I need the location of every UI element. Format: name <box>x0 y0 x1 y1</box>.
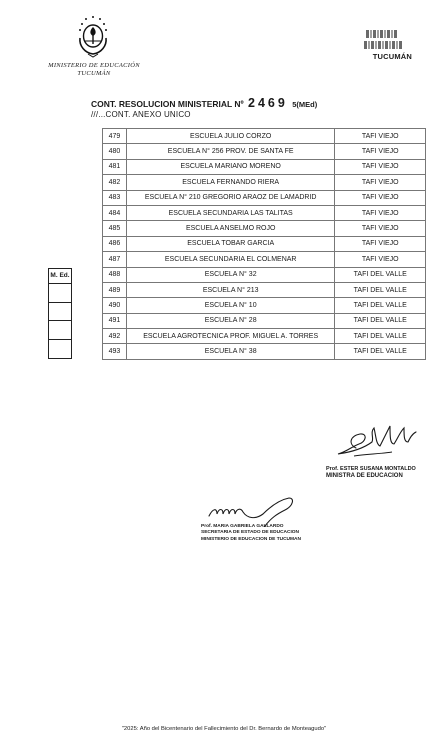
locality: TAFI VIEJO <box>335 221 426 236</box>
row-number: 487 <box>103 252 127 267</box>
annex-subheading: ///...CONT. ANEXO UNICO <box>91 110 191 119</box>
table-row <box>103 313 426 328</box>
minister-title: MINISTRA DE EDUCACION <box>326 473 403 479</box>
minister-signatory <box>326 466 416 480</box>
locality: TAFI VIEJO <box>335 175 426 190</box>
row-number: 492 <box>103 329 127 344</box>
locality: TAFI VIEJO <box>335 144 426 159</box>
minister-signature <box>326 418 422 462</box>
row-number: 491 <box>103 313 127 328</box>
school-name: ESCUELA N° 10 <box>126 298 335 313</box>
stamp-box-cell <box>49 284 71 303</box>
row-number: 490 <box>103 298 127 313</box>
row-number: 484 <box>103 205 127 220</box>
locality: TAFI VIEJO <box>335 252 426 267</box>
stamp-box-cell <box>49 321 71 340</box>
row-number: 483 <box>103 190 127 205</box>
table-row <box>103 144 426 159</box>
locality: TAFI VIEJO <box>335 236 426 251</box>
ministry-name-line1: MINISTERIO DE EDUCACIÓN <box>48 62 140 69</box>
school-name: ESCUELA FERNANDO RIERA <box>126 175 335 190</box>
school-name: ESCUELA AGROTECNICA PROF. MIGUEL A. TORRES <box>126 329 335 344</box>
locality: TAFI VIEJO <box>335 159 426 174</box>
table-row <box>103 329 426 344</box>
table-row <box>103 221 426 236</box>
school-name: ESCUELA JULIO CORZO <box>126 129 335 144</box>
school-name: ESCUELA N° 256 PROV. DE SANTA FE <box>126 144 335 159</box>
row-number: 480 <box>103 144 127 159</box>
locality: TAFI DEL VALLE <box>335 313 426 328</box>
footer-motto: "2025: Año del Bicentenario del Fallecimiento del Dr. Bernardo de Monteagudo" <box>121 726 327 732</box>
locality: TAFI DEL VALLE <box>335 282 426 297</box>
secretary-name-prefix: Prof. <box>201 524 212 529</box>
secretary-signatory <box>201 524 301 543</box>
school-name: ESCUELA N° 32 <box>126 267 335 282</box>
table-row <box>103 236 426 251</box>
secretary-title-2: MINISTERIO DE EDUCACION DE TUCUMAN <box>201 536 301 542</box>
row-number: 485 <box>103 221 127 236</box>
province-brand <box>352 30 412 61</box>
school-name: ESCUELA N° 28 <box>126 313 335 328</box>
table-row <box>103 344 426 359</box>
row-number: 481 <box>103 159 127 174</box>
annex-table-body <box>103 129 426 360</box>
brand-logo-mark <box>366 30 398 38</box>
table-row <box>103 190 426 205</box>
stamp-box-cell <box>49 340 71 359</box>
table-row <box>103 129 426 144</box>
table-row <box>103 205 426 220</box>
school-name: ESCUELA MARIANO MORENO <box>126 159 335 174</box>
ministry-name-line2: TUCUMÁN <box>77 70 111 77</box>
locality: TAFI DEL VALLE <box>335 267 426 282</box>
row-number: 488 <box>103 267 127 282</box>
secretary-title-1: SECRETARIA DE ESTADO DE EDUCACION <box>201 530 299 536</box>
table-row <box>103 282 426 297</box>
annex-table <box>102 128 426 360</box>
locality: TAFI DEL VALLE <box>335 329 426 344</box>
brand-text: TUCUMÁN <box>372 52 412 61</box>
locality: TAFI VIEJO <box>335 205 426 220</box>
brand-logo-mark <box>364 41 402 49</box>
minister-name: Prof. ESTER SUSANA MONTALDO <box>326 466 416 472</box>
school-name: ESCUELA ANSELMO ROJO <box>126 221 335 236</box>
table-row <box>103 175 426 190</box>
stamp-box-label: M. Ed. <box>49 269 71 284</box>
ministry-name <box>38 62 150 78</box>
table-row <box>103 252 426 267</box>
table-row <box>103 298 426 313</box>
school-name: ESCUELA N° 213 <box>126 282 335 297</box>
resolution-suffix: 5(MEd) <box>292 100 318 109</box>
row-number: 489 <box>103 282 127 297</box>
row-number: 482 <box>103 175 127 190</box>
secretary-name: MARIA GABRIELA GALLARDO <box>213 524 284 529</box>
stamp-box-cell <box>49 303 71 322</box>
locality: TAFI VIEJO <box>335 190 426 205</box>
resolution-heading-text: CONT. RESOLUCION MINISTERIAL Nº <box>91 99 244 109</box>
resolution-heading <box>91 96 317 110</box>
row-number: 479 <box>103 129 127 144</box>
school-name: ESCUELA SECUNDARIA EL COLMENAR <box>126 252 335 267</box>
locality: TAFI VIEJO <box>335 129 426 144</box>
ministry-stamp-box <box>48 268 72 359</box>
row-number: 486 <box>103 236 127 251</box>
locality: TAFI DEL VALLE <box>335 344 426 359</box>
school-name: ESCUELA N° 210 GREGORIO ARAOZ DE LAMADRID <box>126 190 335 205</box>
provincial-seal-icon <box>76 14 110 58</box>
table-row <box>103 267 426 282</box>
table-row <box>103 159 426 174</box>
row-number: 493 <box>103 344 127 359</box>
school-name: ESCUELA N° 38 <box>126 344 335 359</box>
school-name: ESCUELA TOBAR GARCIA <box>126 236 335 251</box>
resolution-number: 2469 <box>248 96 288 110</box>
locality: TAFI DEL VALLE <box>335 298 426 313</box>
school-name: ESCUELA SECUNDARIA LAS TALITAS <box>126 205 335 220</box>
